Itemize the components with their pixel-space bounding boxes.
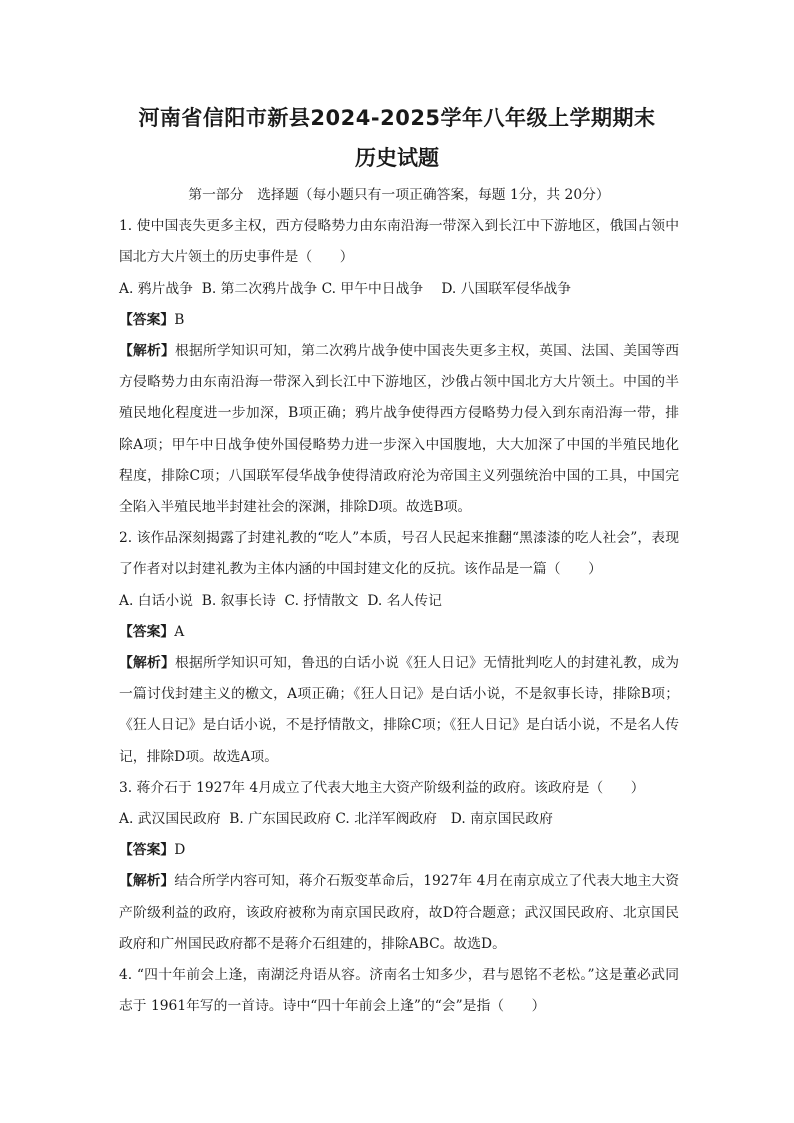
- question-3-answer: [119, 835, 679, 866]
- question-1-stem: 1. 使中国丧失更多主权，西方侵略势力由东南沿海一带深入到长江中下游地区，俄国占领中国北方大片领土的历史事件是（ ）: [119, 218, 679, 266]
- question-3-options: A. 武汉国民政府 B. 广东国民政府 C. 北洋军阀政府 D. 南京国民政府: [119, 811, 553, 828]
- question-2-stem: 2. 该作品深刻揭露了封建礼教的“吃人”本质，号召人民起来推翻“黑漆漆的吃人社会”，表现了作者对以封建礼教为主体内涵的中国封建文化的反抗。该作品是一篇（ ）: [119, 530, 679, 578]
- question-2-answer: [119, 617, 679, 648]
- answer-value: A: [174, 623, 185, 640]
- analysis-label: 【解析】: [119, 343, 176, 360]
- answer-label: 【答案】: [119, 842, 175, 859]
- analysis-label: 【解析】: [119, 873, 175, 890]
- analysis-text: 根据所学知识可知，第二次鸦片战争使中国丧失更多主权，英国、法国、美国等西方侵略势力由东南沿海一带深入到长江中下游地区，沙俄占领中国北方大片领土。中国的半殖民地化程度进一步加深，B项正确；鸦片战争使得西方侵略势力侵入到东南沿海一带，排除A项；甲午中日战争使外国侵略势力进一步深入中国腹地，大大加深了中国的半殖民地化程度，排除C项；八国联军侵华战争使得清政府沦为帝国主义列强统治中国的工具，中国完全陷入半殖民地半封建社会的深渊，排除D项。故选B项。: [119, 343, 680, 516]
- question-1-analysis: [119, 336, 679, 523]
- section-heading: 第一部分 选择题（每小题只有一项正确答案，每题 1分，共 20分）: [188, 187, 610, 203]
- question-3-analysis: [119, 866, 679, 960]
- question-2-analysis: [119, 648, 679, 773]
- analysis-label: 【解析】: [119, 655, 176, 672]
- question-4-stem: 4. “四十年前会上逢，南湖泛舟语从容。济南名士知多少，君与恩铭不老松。”这是董必武同志于 1961年写的一首诗。诗中“四十年前会上逢”的“会”是指（ ）: [119, 967, 679, 1015]
- analysis-text: 根据所学知识可知，鲁迅的白话小说《狂人日记》无情批判吃人的封建礼教，成为一篇讨伐封建主义的檄文，A项正确；《狂人日记》是白话小说，不是叙事长诗，排除B项；《狂人日记》是白话小说，不是抒情散文，排除C项；《狂人日记》是白话小说，不是名人传记，排除D项。故选A项。: [119, 655, 680, 765]
- answer-value: D: [174, 842, 186, 859]
- page-title: 河南省信阳市新县2024-2025学年八年级上学期期末: [138, 106, 656, 130]
- answer-value: B: [174, 311, 185, 328]
- analysis-text: 结合所学内容可知，蒋介石叛变革命后，1927年 4月在南京成立了代表大地主大资产阶级利益的政府，该政府被称为南京国民政府，故D符合题意；武汉国民政府、北京国民政府和广州国民政府都不是蒋介石组建的，排除ABC。故选D。: [119, 873, 680, 952]
- answer-label: 【答案】: [119, 311, 175, 328]
- question-1-answer: [119, 305, 679, 336]
- question-1-options: A. 鸦片战争 B. 第二次鸦片战争 C. 甲午中日战争 D. 八国联军侵华战争: [119, 280, 572, 297]
- title-block: [0, 104, 794, 172]
- page-subtitle: 历史试题: [355, 146, 439, 170]
- answer-label: 【答案】: [119, 623, 175, 640]
- document-body: [119, 180, 679, 1022]
- question-3-stem: 3. 蒋介石于 1927年 4月成立了代表大地主大资产阶级利益的政府。该政府是（ ）: [119, 779, 645, 796]
- question-2-options: A. 白话小说 B. 叙事长诗 C. 抒情散文 D. 名人传记: [119, 592, 442, 609]
